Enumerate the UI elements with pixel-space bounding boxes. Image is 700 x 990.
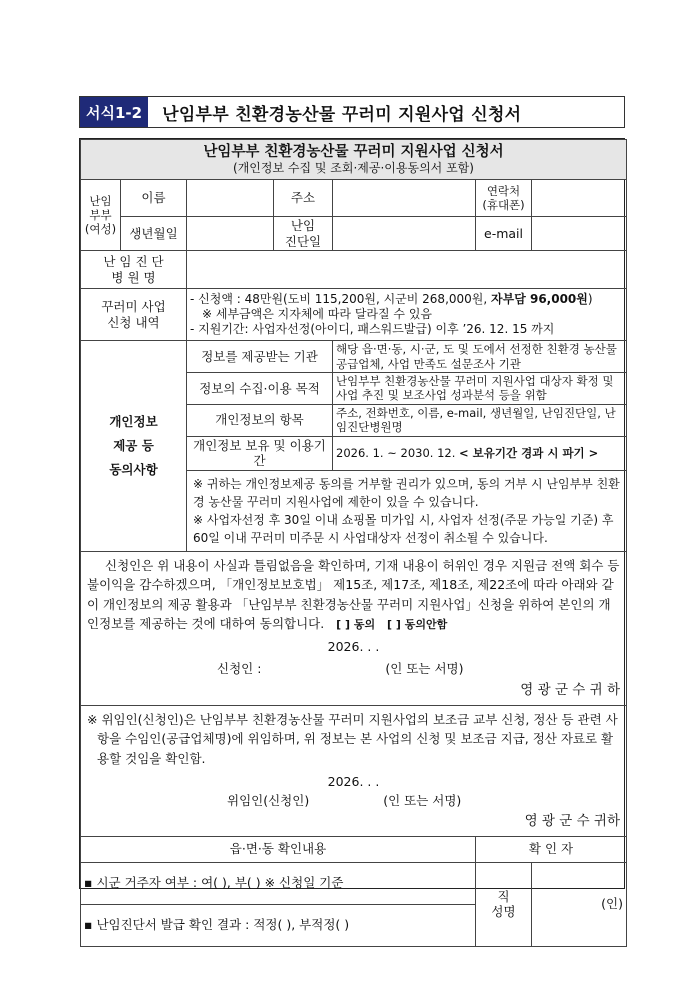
disagree-checkbox[interactable]: [ ] 동의안함 [387,617,448,631]
address-field[interactable] [333,180,476,217]
confirm-seal[interactable]: (인) [532,862,627,946]
form-title-bar [79,96,625,128]
declaration-section [81,551,627,705]
privacy-row-label: 정보의 수집·이용 목적 [187,373,333,405]
delegation-text: ※ 위임인(신청인)은 난임부부 친환경농산물 꾸러미 지원사업의 보조금 교부 신청, 정산 등 관련 사항을 수임인(공급업체명)에 위임하며, 위 정보는 본 사업의 신청 및 보조금 지급, 정산 자료로 활용할 것임을 확인함. [87,711,618,766]
email-field[interactable] [532,217,627,251]
applicant-sign-hint[interactable]: (인 또는 서명) [385,660,464,676]
confirm-staff-label: 직 성명 [476,862,532,946]
birthdate-field[interactable] [187,217,274,251]
form-number-badge: 서식1-2 [80,97,148,127]
application-form [79,138,625,933]
address-label: 주소 [274,180,333,217]
birthdate-label: 생년월일 [121,217,187,251]
diagnosis-date-label: 난임 진단일 [274,217,333,251]
confirm-header-left: 읍·면·동 확인내용 [81,836,476,862]
declaration-date: 2026. . . [327,639,380,655]
delegation-addressee: 영 광 군 수 귀하 [524,812,620,829]
name-field[interactable] [187,180,274,217]
delegation-date: 2026. . . [327,774,380,790]
delegation-section [81,705,627,836]
hospital-label: 난 임 진 단 병 원 명 [81,251,187,289]
request-label: 꾸러미 사업 신청 내역 [81,289,187,341]
confirm-item-residence[interactable]: ▪ 시군 거주자 여부 : 여( ), 부( ) ※ 신청일 기준 [81,862,476,904]
hospital-field[interactable] [187,251,627,289]
email-label: e-mail [476,217,532,251]
privacy-section-label: 개인정보 제공 등 동의사항 [81,341,187,552]
declaration-text: 신청인은 위 내용이 사실과 틀림없음을 확인하며, 기재 내용이 허위인 경우 지원금 전액 회수 등 불이익을 감수하겠으며, 「개인정보보호법」 제15조, 제17조, 제18조, 제22조에 따라 아래와 같이 개인정보의 제공 활용과 「난임부부 친환경농산물 꾸러미 지원사업」신청을 위하여 본인의 개인정보를 제공하는 것에 대하여 동의합니다. [ ] 동의 [ ] 동의안함 [87,557,620,631]
privacy-notes [187,470,627,551]
form-heading-subtitle: (개인정보 수집 및 조회·제공·이용동의서 포함) [233,161,474,176]
diagnosis-date-field[interactable] [333,217,476,251]
privacy-row-value: 주소, 전화번호, 이름, e-mail, 생년월일, 난임진단일, 난임진단병원명 [333,404,627,436]
privacy-row-label: 개인정보의 항목 [187,404,333,436]
form-heading-title: 난임부부 친환경농산물 꾸러미 지원사업 신청서 [203,143,504,160]
form-heading [81,140,627,180]
privacy-row-label: 개인정보 보유 및 이용기간 [187,436,333,470]
privacy-note: ※ 사업자선정 후 30일 이내 쇼핑몰 미가입 시, 사업자 선정(주문 가능일 기준) 후 60일 이내 꾸러미 미주문 시 사업대상자 선정이 취소될 수 있습니다. [193,512,614,545]
privacy-row-value: 해당 읍·면·동, 시·군, 도 및 도에서 선정한 친환경 농산물 공급업체, 사업 만족도 설문조사 기관 [333,341,627,373]
confirm-item-diagnosis[interactable]: ▪ 난임진단서 발급 확인 결과 : 적정( ), 부적정( ) [81,904,476,946]
contact-label: 연락처 (휴대폰) [476,180,532,217]
confirm-header-right: 확 인 자 [476,836,627,862]
request-details: - 신청액 : 48만원(도비 115,200원, 시군비 268,000원, 자부담 96,000원) ※ 세부금액은 지자체에 따라 달라질 수 있음 - 지원기간: 사업자선정(아이디, 패스워드발급) 이후 ’26. 12. 15 까지 [187,289,627,341]
agree-checkbox[interactable]: [ ] 동의 [336,617,376,631]
page-title: 난임부부 친환경농산물 꾸러미 지원사업 신청서 [162,104,522,125]
form-table [80,139,627,947]
applicant-sign-label: 신청인 : [217,660,262,676]
privacy-row-value: 2026. 1. ~ 2030. 12. < 보유기간 경과 시 파기 > [333,436,627,470]
privacy-row-label: 정보를 제공받는 기관 [187,341,333,373]
name-label: 이름 [121,180,187,217]
contact-field[interactable] [532,180,627,217]
delegator-sign-hint[interactable]: (인 또는 서명) [383,793,462,809]
delegator-sign-label: 위임인(신청인) [227,793,310,809]
privacy-note: ※ 귀하는 개인정보제공 동의를 거부할 권리가 있으며, 동의 거부 시 난임부부 친환경 농산물 꾸러미 지원사업에 제한이 있을 수 있습니다. [193,476,620,509]
applicant-group-label: 난임 부부 (여성) [81,180,121,251]
privacy-row-value: 난임부부 친환경농산물 꾸러미 지원사업 대상자 확정 및 사업 추진 및 보조사업 성과분석 등을 위함 [333,373,627,405]
declaration-addressee: 영 광 군 수 귀 하 [520,682,620,698]
